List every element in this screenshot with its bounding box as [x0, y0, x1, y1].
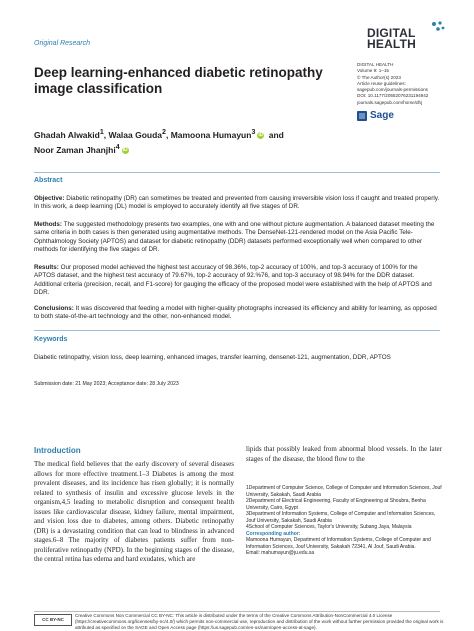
meta-reuse-link[interactable]: sagepub.com/journals-permissions [357, 87, 428, 93]
affiliations [246, 485, 442, 557]
publisher-name: Sage [370, 110, 394, 121]
abstract-objective [34, 195, 440, 212]
meta-volume: Volume 9: 1–15 [357, 68, 389, 74]
results-label: Results: [34, 264, 59, 271]
meta-reuse: Article reuse guidelines: [357, 80, 406, 86]
section-label: Original Research [34, 40, 91, 47]
divider [34, 611, 440, 612]
meta-journal-link[interactable]: journals.sagepub.com/home/dhj [357, 99, 423, 105]
author-list: Ghadah Alwakid$^1$, Walaa Gouda$^2$, Mamoona Humayun$^3$ iD and Noor Zaman Jhanjhi$^4$ iD [34, 128, 284, 155]
orcid-icon[interactable]: iD [122, 146, 128, 153]
results-text: Our proposed model achieved the highest test accuracy of 98.36%, top-2 accuracy of 100%, and top-3 accuracy of 100% for the APTOS dataset, and the highest test accuracy of 79.67%, top-2 accuracy of 92.%76, and top-3 accuracy of 98.94% for the DDR dataset. Additional criteria (precision, recall, and F1-score) for gauging the efficacy of the proposed model were established with the help of APTOS and DDR. [34, 264, 432, 297]
orcid-icon[interactable]: iD [258, 132, 264, 139]
affiliation-1: 1Department of Computer Science, College of Computer and Information Sciences, Jouf University, Sakakah, Saudi Arabia [246, 485, 442, 498]
conclusions-label: Conclusions: [34, 305, 74, 312]
author-sup: 3 [251, 128, 256, 136]
keywords-heading: Keywords [34, 336, 68, 343]
sage-icon [357, 111, 367, 121]
introduction-right-column: lipids that possibly leaked from abnormal blood vessels. In the later stages of the disease, the blood flow to the [246, 445, 442, 463]
author-name: Mamoona Humayun [170, 129, 252, 140]
abstract-heading: Abstract [34, 177, 63, 184]
corresponding-email[interactable]: Email: mahumayun@ju.edu.sa [246, 550, 315, 556]
logo-line-2: HEALTH [367, 37, 416, 51]
author-sup: 4 [115, 142, 120, 151]
submission-dates: Submission date: 21 May 2023; Acceptance date: 28 July 2023 [34, 381, 179, 387]
license-text: Creative Commons Non Commercial CC BY-NC: This article is distributed under the terms of the Creative Commons Attribution-NonCommercial 4.0 License (https://creativecommons.org/licenses/by-nc/4.0/) which permits non-commercial use, reproduction and distribution of the work without further permission provided the original work is attributed as specified on the SAGE and Open Access page (https://us.sagepub.com/en-us/nam/open-access-at-sage). [75, 613, 444, 630]
introduction-left-column: The medical field believes that the early discovery of several diseases allows for more effective treatment.1–3 Diabetes is among the most prevalent diseases, and its incidence has risen globally; it is normally related to synthesis of insulin and excessive glucose levels in the organism,4,5 leading to metabolic disruption and consequent health issues like cardiovascular disease, kidney failure, mental impairment, and vision loss due to diabetes, among others. Diabetic retinopathy (DR) is a devastating condition that can lead to blindness in advanced stages.6–8 The majority of diabetes patients suffer from non-proliferative retinopathy (NPD). In the beginning stages of the disease, the central retina has edema and hard exudates, which are [34, 460, 234, 563]
objective-label: Objective: [34, 195, 65, 202]
publisher-logo [357, 110, 394, 121]
author-sup: 1 [99, 128, 104, 136]
author-name: Walaa Gouda [108, 129, 163, 140]
journal-logo [367, 28, 445, 50]
methods-label: Methods: [34, 221, 62, 228]
conclusions-text: It was discovered that feeding a model with higher-quality photographs increased its efficiency and ability for learning, as opposed to both state-of-the-art technology and the other, non-enhanced model. [34, 305, 437, 321]
meta-journal: DIGITAL HEALTH [357, 62, 394, 67]
abstract-methods [34, 221, 440, 255]
abstract-results [34, 264, 440, 298]
cc-license-badge[interactable]: CC BY-NC [34, 614, 72, 626]
abstract-conclusions [34, 305, 440, 322]
corresponding-label: Corresponding author: [246, 530, 301, 537]
corresponding-author: Mamoona Humayun, Department of Information Systems, College of Computer and Information Sciences, Jouf University, Sakakah 72341, Al Jouf, Saudi Arabia. [246, 537, 431, 550]
meta-doi[interactable]: DOI: 10.1177/20552076231194942 [357, 93, 429, 99]
meta-copyright: © The Author(s) 2023 [357, 74, 401, 80]
affiliation-4: 4School of Computer Sciences, Taylor's University, Subang Jaya, Malaysia [246, 524, 412, 530]
author-name: Noor Zaman Jhanjhi [34, 144, 116, 155]
keywords-text: Diabetic retinopathy, vision loss, deep learning, enhanced images, transfer learning, densenet-121, augmentation, DDR, APTOS [34, 354, 391, 361]
author-and: and [268, 129, 284, 140]
introduction-heading: Introduction [34, 446, 81, 455]
logo-line-1: DIGITAL [367, 26, 416, 40]
article-title: Deep learning-enhanced diabetic retinopathy image classification [34, 65, 323, 96]
methods-text: The suggested methodology presents two examples, one with and one without picture augmentation. A balanced dataset meeting the same criteria in both cases is then generated using augmentative methods. The DenseNet-121-rendered model on the Asia Pacific Tele-Ophthalmology Society (APTOS) and dataset for diabetic retinopathy (DDR) datasets performed exceptionally well when compared to other methods for identifying the five stages of DR. [34, 221, 435, 254]
objective-text: Diabetic retinopathy (DR) can sometimes be treated and prevented from causing irreversible vision loss if caught and treated properly. In this work, a deep learning (DL) model is employed to accurately identify all five stages of DR. [34, 195, 440, 211]
author-name: Ghadah Alwakid [34, 129, 100, 140]
divider [34, 330, 440, 331]
hexagon-icon [430, 20, 446, 36]
affiliation-3: 3Department of Information Systems, College of Computer and Information Sciences, Jouf University, Sakakah, Saudi Arabia [246, 511, 436, 524]
affiliation-2: 2Department of Electrical Engineering, Faculty of Engineering at Shoubra, Benha University, Cairo, Egypt [246, 498, 426, 511]
article-meta [357, 62, 462, 106]
author-sup: 2 [162, 128, 166, 136]
divider [34, 172, 440, 173]
